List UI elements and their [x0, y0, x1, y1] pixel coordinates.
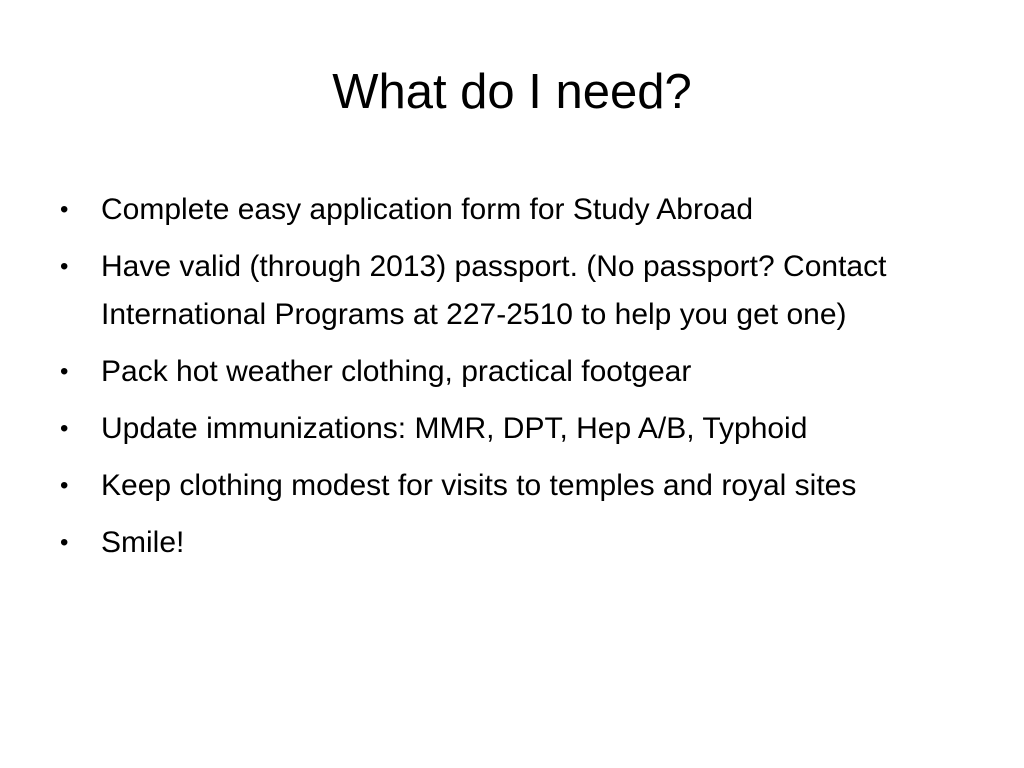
bullet-text: Update immunizations: MMR, DPT, Hep A/B, Typhoid [101, 412, 808, 445]
list-item [58, 243, 978, 339]
bullet-text: Complete easy application form for Study Abroad [101, 193, 754, 226]
bullet-text: Pack hot weather clothing, practical footgear [101, 355, 692, 388]
list-item [58, 405, 978, 453]
slide-title: What do I need? [332, 65, 692, 119]
bullet-icon: • [60, 529, 69, 556]
list-item [58, 348, 978, 396]
list-item [58, 462, 978, 510]
bullet-text: Smile! [101, 526, 185, 559]
bullet-icon: • [60, 196, 69, 223]
bullet-text: Have valid (through 2013) passport. (No passport? Contact International Programs at 227-2510 to help you get one) [101, 250, 887, 331]
bullet-text: Keep clothing modest for visits to temples and royal sites [101, 469, 857, 502]
bullet-icon: • [60, 415, 69, 442]
bullet-icon: • [60, 472, 69, 499]
bullet-icon: • [60, 358, 69, 385]
list-item [58, 519, 978, 567]
list-item [58, 186, 978, 234]
bullet-icon: • [60, 253, 69, 280]
bullet-list [58, 186, 978, 576]
